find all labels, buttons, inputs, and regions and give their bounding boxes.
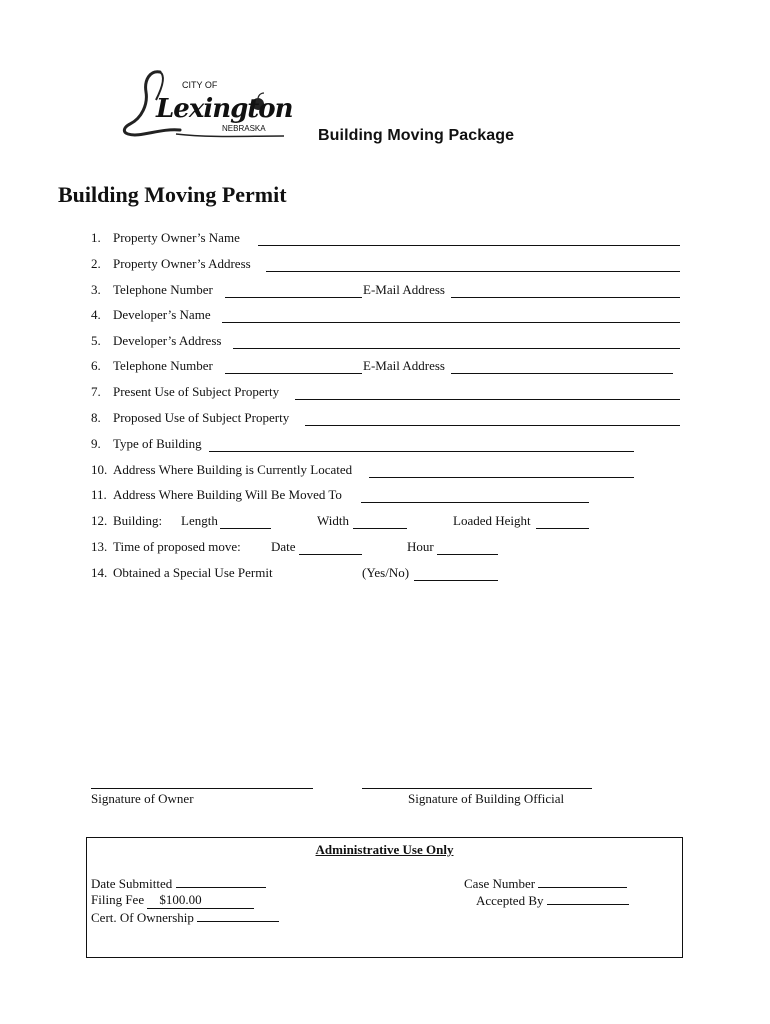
field-label: Time of proposed move: — [113, 539, 241, 554]
email-label-2: E-Mail Address — [363, 358, 445, 373]
item-number: 11. — [91, 487, 107, 502]
accepted-by-label: Accepted By — [476, 893, 544, 908]
item-number: 13. — [91, 539, 108, 554]
field-proposed-use — [91, 409, 289, 427]
item-number: 3. — [91, 282, 101, 297]
cert-ownership-line[interactable] — [197, 909, 279, 922]
current-address-line[interactable] — [369, 463, 634, 478]
field-label: Developer’s Name — [113, 307, 211, 322]
logo-state: NEBRASKA — [222, 124, 266, 133]
field-label: Obtained a Special Use Permit — [113, 565, 273, 580]
field-developer-name — [91, 306, 211, 324]
special-use-permit-line[interactable] — [414, 566, 498, 581]
type-of-building-line[interactable] — [209, 437, 634, 452]
move-date-line[interactable] — [299, 540, 362, 555]
official-signature-label: Signature of Building Official — [408, 791, 565, 806]
admin-title: Administrative Use Only — [315, 842, 454, 857]
date-submitted-row — [91, 875, 266, 892]
field-label: Address Where Building is Currently Located — [113, 462, 353, 477]
item-number: 4. — [91, 307, 101, 322]
logo-city-of: CITY OF — [182, 80, 218, 90]
email-1-line[interactable] — [451, 283, 680, 298]
case-number-line[interactable] — [538, 875, 627, 888]
email-label-1: E-Mail Address — [363, 282, 445, 297]
move-hour-line[interactable] — [437, 540, 498, 555]
administrative-use-box — [86, 837, 683, 958]
field-label: Property Owner’s Address — [113, 256, 251, 271]
field-special-use-permit — [91, 564, 273, 582]
field-present-use — [91, 383, 279, 401]
case-number-row — [464, 875, 627, 892]
field-label: Type of Building — [113, 436, 202, 451]
loaded-height-line[interactable] — [536, 514, 589, 529]
loaded-height-label: Loaded Height — [453, 513, 531, 528]
accepted-by-row — [476, 892, 629, 909]
permit-title: Building Moving Permit — [58, 182, 287, 207]
present-use-line[interactable] — [295, 385, 680, 400]
width-line[interactable] — [353, 514, 407, 529]
filing-fee-field[interactable] — [147, 892, 253, 909]
field-label: Telephone Number — [113, 282, 213, 297]
filing-fee-label: Filing Fee — [91, 892, 145, 907]
property-owner-name-line[interactable] — [258, 231, 680, 246]
date-label: Date — [271, 539, 296, 554]
field-time-of-move — [91, 538, 241, 556]
field-developer-address — [91, 332, 221, 350]
logo-name: Lexington — [156, 94, 293, 124]
owner-signature-label: Signature of Owner — [91, 791, 194, 806]
yes-no-label: (Yes/No) — [362, 565, 410, 580]
field-property-owner-address — [91, 255, 251, 273]
city-logo — [120, 66, 293, 142]
date-submitted-line[interactable] — [176, 875, 266, 888]
item-number: 8. — [91, 410, 101, 425]
field-property-owner-name — [91, 229, 240, 247]
telephone-2-line[interactable] — [225, 359, 362, 374]
developer-address-line[interactable] — [233, 334, 680, 349]
telephone-1-line[interactable] — [225, 283, 362, 298]
field-telephone-1 — [91, 281, 213, 299]
field-current-address — [91, 461, 352, 479]
item-number: 5. — [91, 333, 101, 348]
field-label: Developer’s Address — [113, 333, 222, 348]
field-telephone-2 — [91, 357, 213, 375]
width-label: Width — [317, 513, 349, 528]
case-number-label: Case Number — [464, 876, 536, 891]
proposed-use-line[interactable] — [305, 411, 680, 426]
developer-name-line[interactable] — [222, 308, 680, 323]
item-number: 14. — [91, 565, 108, 580]
item-number: 9. — [91, 436, 101, 451]
owner-signature-line[interactable] — [91, 788, 313, 789]
official-signature-line[interactable] — [362, 788, 592, 789]
field-label: Building: — [113, 513, 163, 528]
filing-fee-row — [91, 892, 254, 909]
hour-label: Hour — [407, 539, 434, 554]
item-number: 1. — [91, 230, 101, 245]
item-number: 12. — [91, 513, 108, 528]
length-line[interactable] — [220, 514, 271, 529]
field-type-of-building — [91, 435, 202, 453]
field-label: Telephone Number — [113, 358, 213, 373]
item-number: 6. — [91, 358, 101, 373]
new-address-line[interactable] — [361, 488, 589, 503]
field-label: Present Use of Subject Property — [113, 384, 280, 399]
item-number: 7. — [91, 384, 101, 399]
length-label: Length — [181, 513, 218, 528]
property-owner-address-line[interactable] — [266, 257, 680, 272]
cert-ownership-row — [91, 909, 279, 926]
field-label: Property Owner’s Name — [113, 230, 240, 245]
item-number: 2. — [91, 256, 101, 271]
date-submitted-label: Date Submitted — [91, 876, 173, 891]
item-number: 10. — [91, 462, 108, 477]
filing-fee-value: $100.00 — [159, 892, 202, 907]
field-new-address — [91, 486, 342, 504]
cert-ownership-label: Cert. Of Ownership — [91, 910, 194, 925]
package-title: Building Moving Package — [318, 127, 515, 144]
accepted-by-line[interactable] — [547, 892, 629, 905]
field-building-dimensions — [91, 512, 162, 530]
field-label: Address Where Building Will Be Moved To — [113, 487, 342, 502]
field-label: Proposed Use of Subject Property — [113, 410, 290, 425]
email-2-line[interactable] — [451, 359, 673, 374]
